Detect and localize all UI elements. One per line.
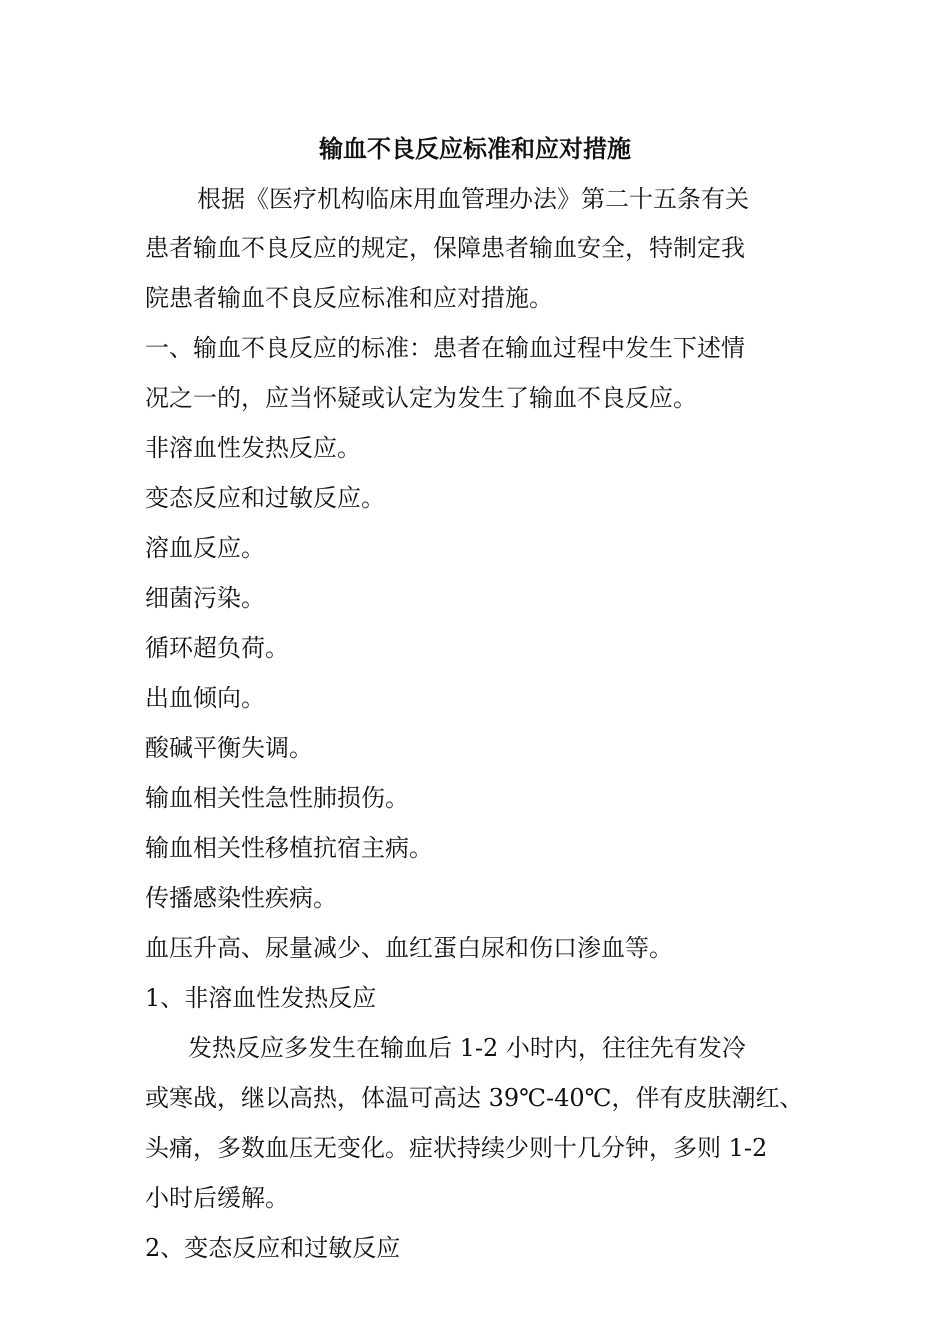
subsection-1-line-4: 小时后缓解。	[145, 1184, 289, 1212]
criteria-item: 变态反应和过敏反应。	[145, 484, 385, 512]
document-title: 输血不良反应标准和应对措施	[319, 135, 631, 163]
criteria-item: 输血相关性移植抗宿主病。	[145, 834, 433, 862]
subsection-1-line-1: 发热反应多发生在输血后 1-2 小时内，往往先有发冷	[188, 1034, 746, 1062]
criteria-item: 非溶血性发热反应。	[145, 434, 361, 462]
criteria-item: 传播感染性疾病。	[145, 884, 337, 912]
criteria-item: 溶血反应。	[145, 534, 265, 562]
intro-line-1: 根据《医疗机构临床用血管理办法》第二十五条有关	[197, 185, 749, 213]
criteria-item: 细菌污染。	[145, 584, 265, 612]
criteria-item: 循环超负荷。	[145, 634, 289, 662]
section-1-line-2: 况之一的，应当怀疑或认定为发生了输血不良反应。	[145, 384, 697, 412]
subsection-2-heading: 2、变态反应和过敏反应	[145, 1234, 401, 1262]
subsection-1-heading: 1、非溶血性发热反应	[145, 984, 377, 1012]
criteria-item: 酸碱平衡失调。	[145, 734, 313, 762]
intro-line-3: 院患者输血不良反应标准和应对措施。	[145, 284, 553, 312]
criteria-item: 输血相关性急性肺损伤。	[145, 784, 409, 812]
criteria-item: 血压升高、尿量减少、血红蛋白尿和伤口渗血等。	[145, 934, 673, 962]
section-1-line-1: 一、输血不良反应的标准：患者在输血过程中发生下述情	[145, 334, 745, 362]
subsection-1-line-2: 或寒战，继以高热，体温可高达 39℃-40℃，伴有皮肤潮红、	[145, 1084, 804, 1112]
criteria-item: 出血倾向。	[145, 684, 265, 712]
subsection-1-line-3: 头痛，多数血压无变化。症状持续少则十几分钟，多则 1-2	[145, 1134, 768, 1162]
intro-line-2: 患者输血不良反应的规定，保障患者输血安全，特制定我	[145, 234, 745, 262]
